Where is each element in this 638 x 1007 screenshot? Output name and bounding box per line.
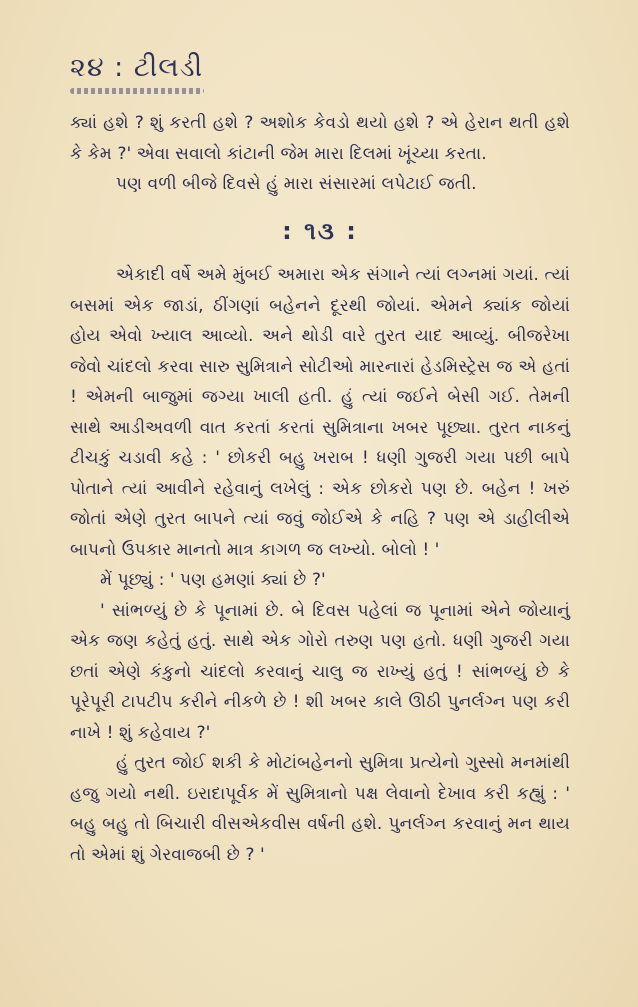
page-body bbox=[70, 108, 570, 870]
paragraph: એકાદી વર્ષે અમે મુંબઈ અમારા એક સંગાને ત્યાં લગ્નમાં ગયાં. ત્યાં બસમાં એક જાડાં, ઠીંગણાં બહેનને દૂરથી જોયાં. એમને ક્યાંક જોયાં હોય એવો ખ્યાલ આવ્યો. અને થોડી વારે તુરત યાદ આવ્યું. બીજરેખા જેવો ચાંદલો કરવા સારુ સુમિત્રાને સોટીઓ મારનારાં હેડમિસ્ટ્રેસ જ એ હતાં ! એમની બાજુમાં જગ્યા ખાલી હતી. હું ત્યાં જઈને બેસી ગઈ. તેમની સાથે આડીઅવળી વાત કરતાં કરતાં સુમિત્રાના ખબર પૂછ્યા. તુરત નાકનું ટીચકું ચડાવી કહે : ' છોકરી બહુ ખરાબ ! ધણી ગુજરી ગયા પછી બાપે પોતાને ત્યાં આવીને રહેવાનું લખેલું : એક છોકરો પણ છે. બહેન ! ખરું જોતાં એણે તુરત બાપને ત્યાં જવું જોઈએ કે નહિ ? પણ એ ડાહીલીએ બાપનો ઉપકાર માનતો માત્ર કાગળ જ લખ્યો. બોલો ! ' bbox=[70, 265, 570, 560]
paragraph: ક્યાં હશે ? શું કરતી હશે ? અશોક કેવડો થયો હશે ? એ હેરાન થતી હશે કે કેમ ?' એવા સવાલો કાંટાની જેમ મારા દિલમાં ખૂંચ્યા કરતા. bbox=[70, 113, 570, 164]
page-header: ૨૪ : ટીલડી bbox=[70, 52, 204, 83]
section-heading: : ૧૩ : bbox=[282, 216, 358, 245]
paragraph: મેં પૂછ્યું : ' પણ હમણાં ક્યાં છે ?' bbox=[100, 570, 326, 590]
paragraph: ' સાંભળ્યું છે કે પૂનામાં છે. બે દિવસ પહેલાં જ પૂનામાં એને જોયાનું એક જણ કહેતું હતું. સાથે એક ગોરો તરુણ પણ હતો. ધણી ગુજરી ગયા છતાં એણે કંકુનો ચાંદલો કરવાનું ચાલુ જ રાખ્યું હતું ! સાંભળ્યું છે કે પૂરેપૂરી ટાપટીપ કરીને નીકળે છે ! શી ખબર કાલે ઊઠી પુનર્લગ્ન પણ કરી નાખે ! શું કહેવાય ?' bbox=[70, 600, 570, 743]
header-wavy-rule bbox=[70, 88, 204, 94]
paragraph: હું તુરત જોઈ શકી કે મોટાંબહેનનો સુમિત્રા પ્રત્યેનો ગુસ્સો મનમાંથી હજુ ગયો નથી. ઇરાદાપૂર્વક મેં સુમિત્રાનો પક્ષ લેવાનો દેખાવ કરી કહ્યું : ' બહુ બહુ તો બિચારી વીસએકવીસ વર્ષની હશે. પુનર્લગ્ન કરવાનું મન થાય તો એમાં શું ગેરવાજબી છે ? ' bbox=[70, 753, 570, 865]
paragraph: પણ વળી બીજે દિવસે હું મારા સંસારમાં લપેટાઈ જતી. bbox=[116, 174, 477, 194]
